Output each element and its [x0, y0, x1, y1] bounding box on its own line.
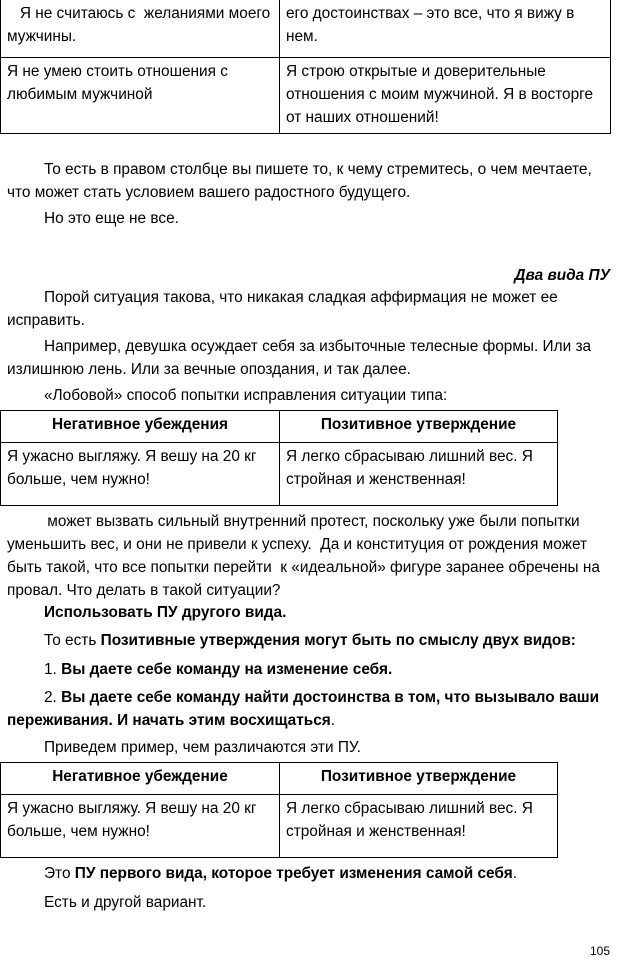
text-run: . — [512, 865, 517, 882]
table-header-row — [1, 763, 558, 795]
text-run-bold: Вы даете себе команду найти достоинства в том, что вызывало ваши переживания. И начать этим восхищаться — [7, 689, 600, 730]
list-number: 2. — [44, 689, 62, 706]
text-run-bold: Позитивные утверждения могут быть по смыслу двух видов: — [100, 632, 576, 649]
paragraph: Например, девушка осуждает себя за избыточные телесные формы. Или за излишнюю лень. Или за вечные опоздания, и так далее. — [7, 338, 592, 379]
paragraph: «Лобовой» способ попытки исправления ситуации типа: — [44, 387, 448, 404]
text-run: То есть — [44, 632, 101, 649]
paragraph — [7, 862, 611, 885]
table-header-cell: Позитивное утверждение — [280, 763, 558, 795]
table-header-cell: Позитивное утверждение — [280, 411, 558, 443]
table-cell: Я не умею стоить отношения с любимым мужчиной — [1, 58, 280, 134]
paragraph: То есть в правом столбце вы пишете то, к чему стремитесь, о чем мечтаете, что может стать условием вашего радостного будущего. — [7, 161, 592, 202]
paragraph-bold: Использовать ПУ другого вида. — [44, 604, 287, 621]
affirmation-table-top — [0, 0, 611, 134]
text-run: Это — [44, 865, 75, 882]
table-header-cell: Негативное убеждения — [1, 411, 280, 443]
table-row — [1, 0, 611, 58]
paragraph: Порой ситуация такова, что никакая сладкая аффирмация не может ее исправить. — [7, 289, 558, 330]
table-cell: Я не считаюсь с желаниями моего мужчины. — [1, 0, 280, 58]
list-item — [7, 658, 611, 681]
paragraph: Есть и другой вариант. — [44, 894, 207, 911]
table-cell: его достоинствах – это все, что я вижу в нем. — [280, 0, 611, 58]
table-row — [1, 795, 558, 858]
list-number: 1. — [44, 661, 62, 678]
paragraph: Приведем пример, чем различаются эти ПУ. — [44, 739, 361, 756]
table-header-cell: Негативное убеждение — [1, 763, 280, 795]
table-header-row — [1, 411, 558, 443]
table-row — [1, 443, 558, 506]
comparison-table-1 — [0, 410, 558, 506]
table-cell: Я строю открытые и доверительные отношения с моим мужчиной. Я в восторге от наших отношений! — [280, 58, 611, 134]
section-heading: Два вида ПУ — [514, 267, 610, 284]
table-cell: Я ужасно выгляжу. Я вешу на 20 кг больше, чем нужно! — [1, 443, 280, 506]
table-row — [1, 58, 611, 134]
paragraph: может вызвать сильный внутренний протест, поскольку уже были попытки уменьшить вес, и они не привели к успеху. Да и конституция от рождения может быть такой, что все попытки перейти к «идеальной» фигуре заранее обречены на провал. Что делать в такой ситуации? — [7, 513, 605, 600]
table-cell: Я ужасно выгляжу. Я вешу на 20 кг больше, чем нужно! — [1, 795, 280, 858]
text-run: . — [330, 712, 336, 730]
page-number: 105 — [589, 944, 610, 958]
paragraph: Но это еще не все. — [44, 210, 179, 227]
text-run-bold: Вы даете себе команду на изменение себя. — [61, 661, 393, 678]
list-item — [7, 686, 611, 732]
comparison-table-2 — [0, 762, 558, 858]
text-run-bold: ПУ первого вида, которое требует изменения самой себя — [74, 865, 513, 882]
table-cell: Я легко сбрасываю лишний вес. Я стройная и женственная! — [280, 795, 558, 858]
table-cell: Я легко сбрасываю лишний вес. Я стройная и женственная! — [280, 443, 558, 506]
paragraph — [7, 629, 611, 652]
